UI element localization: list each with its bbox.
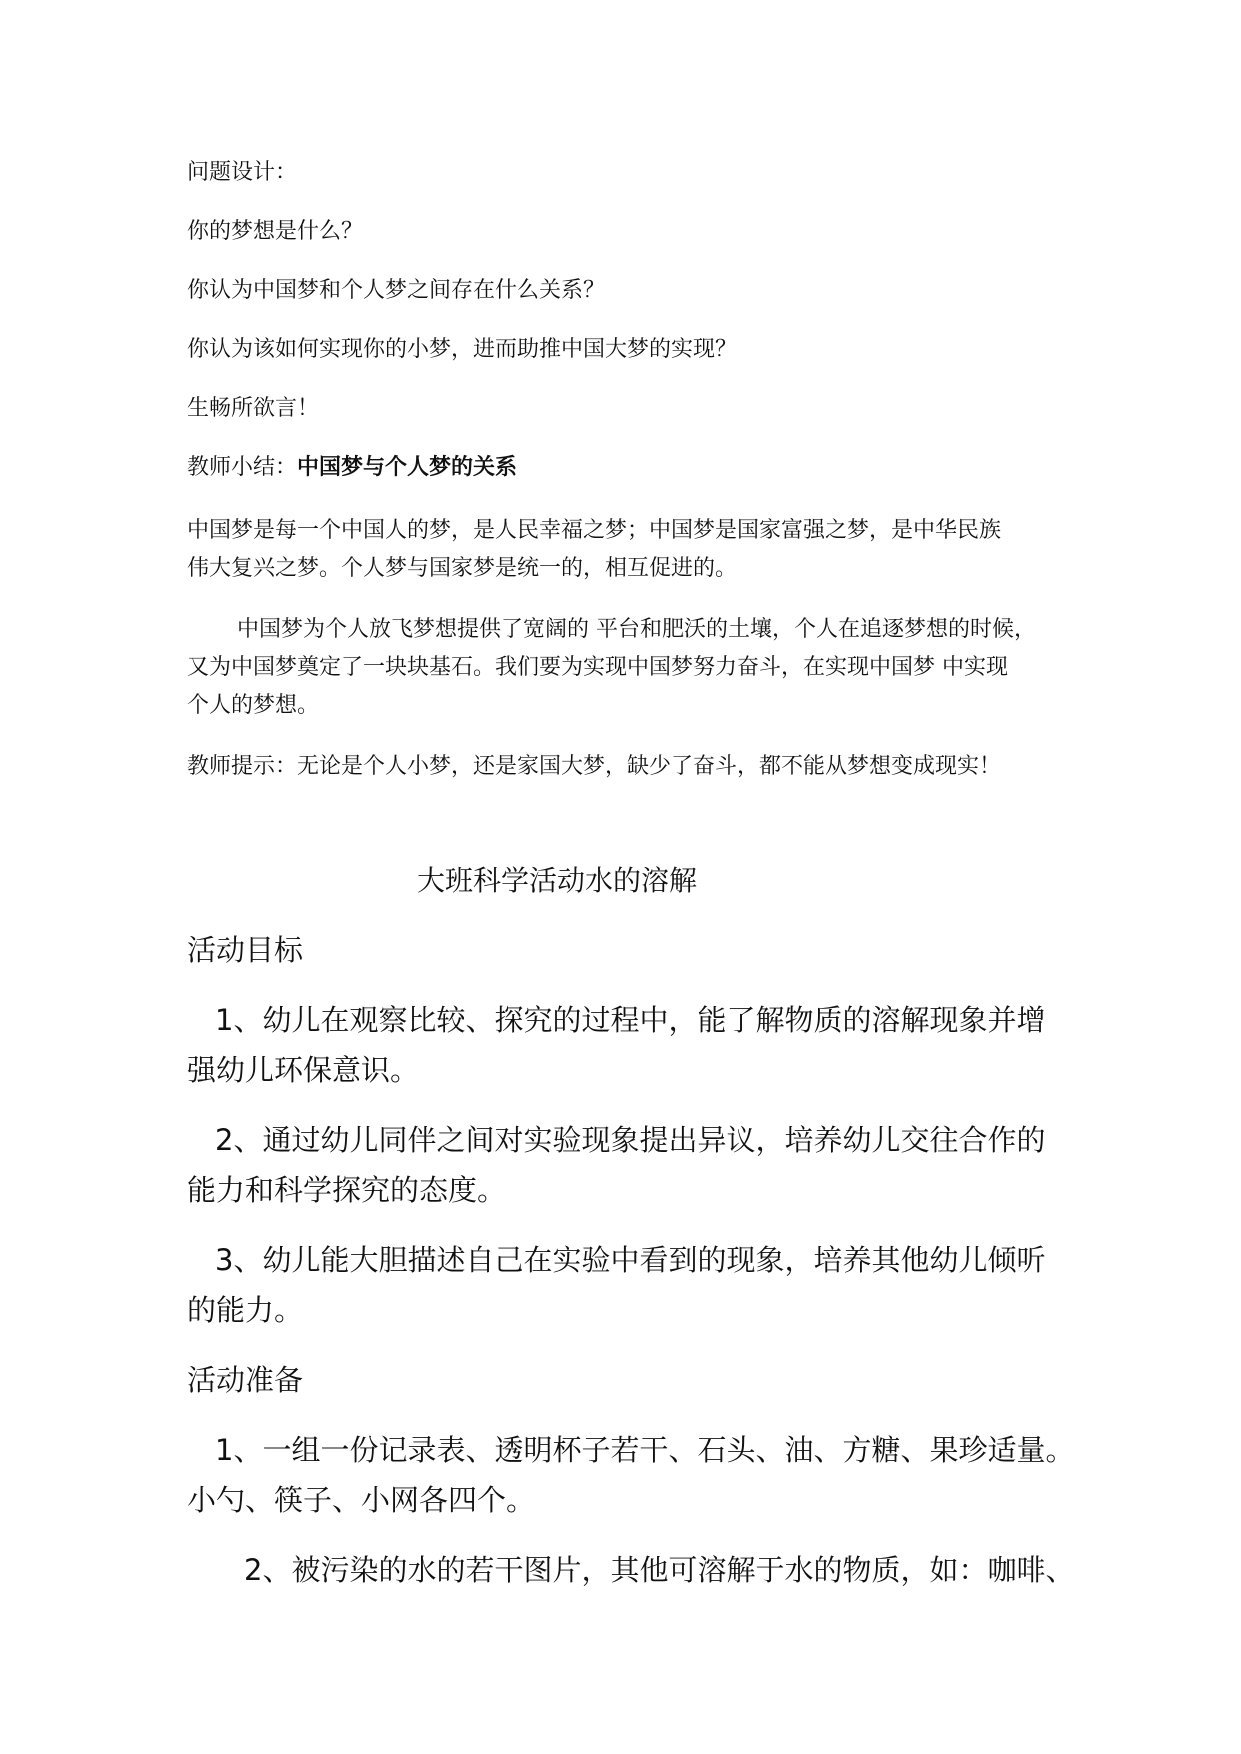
prep-1-line1: 1、一组一份记录表、透明杯子若干、石头、油、方糖、果珍适量。: [215, 1433, 1075, 1467]
question-3: 你认为该如何实现你的小梦，进而助推中国大梦的实现？: [187, 337, 738, 362]
question-design-label: 问题设计：: [187, 160, 298, 185]
goal-2-line2: 能力和科学探究的态度。: [187, 1173, 507, 1207]
question-1: 你的梦想是什么？: [187, 219, 364, 244]
para2-line1: 中国梦为个人放飞梦想提供了宽阔的 平台和肥沃的土壤，个人在追逐梦想的时候，: [237, 617, 1036, 642]
prep-1-line2: 小勺、筷子、小网各四个。: [187, 1483, 536, 1517]
goal-3-line1: 3、幼儿能大胆描述自己在实验中看到的现象，培养其他幼儿倾听: [215, 1243, 1046, 1277]
goals-heading: 活动目标: [187, 933, 304, 967]
prep-heading: 活动准备: [187, 1363, 304, 1397]
teacher-summary-title: 中国梦与个人梦的关系: [297, 455, 518, 480]
teacher-summary: [187, 449, 517, 487]
activity-title: 大班科学活动水的溶解: [417, 864, 698, 897]
goal-1-line2: 强幼儿环保意识。: [187, 1053, 420, 1087]
para2-line3: 个人的梦想。: [187, 693, 320, 718]
speak-freely: 生畅所欲言！: [187, 396, 320, 421]
para2-line2: 又为中国梦奠定了一块块基石。我们要为实现中国梦努力奋斗，在实现中国梦 中实现: [187, 655, 1008, 680]
goal-3-line2: 的能力。: [187, 1293, 304, 1327]
para1-line2: 伟大复兴之梦。个人梦与国家梦是统一的，相互促进的。: [187, 556, 738, 581]
goal-2-line1: 2、通过幼儿同伴之间对实验现象提出异议，培养幼儿交往合作的: [215, 1123, 1046, 1157]
teacher-summary-label: 教师小结：: [187, 455, 298, 480]
teacher-tip: 教师提示：无论是个人小梦，还是家国大梦，缺少了奋斗，都不能从梦想变成现实！: [187, 754, 1002, 779]
goal-1-line1: 1、幼儿在观察比较、探究的过程中，能了解物质的溶解现象并增: [215, 1003, 1046, 1037]
question-2: 你认为中国梦和个人梦之间存在什么关系？: [187, 278, 606, 303]
para1-line1: 中国梦是每一个中国人的梦，是人民幸福之梦；中国梦是国家富强之梦，是中华民族: [187, 518, 1002, 543]
prep-2-line1: 2、被污染的水的若干图片，其他可溶解于水的物质，如：咖啡、: [244, 1553, 1075, 1587]
